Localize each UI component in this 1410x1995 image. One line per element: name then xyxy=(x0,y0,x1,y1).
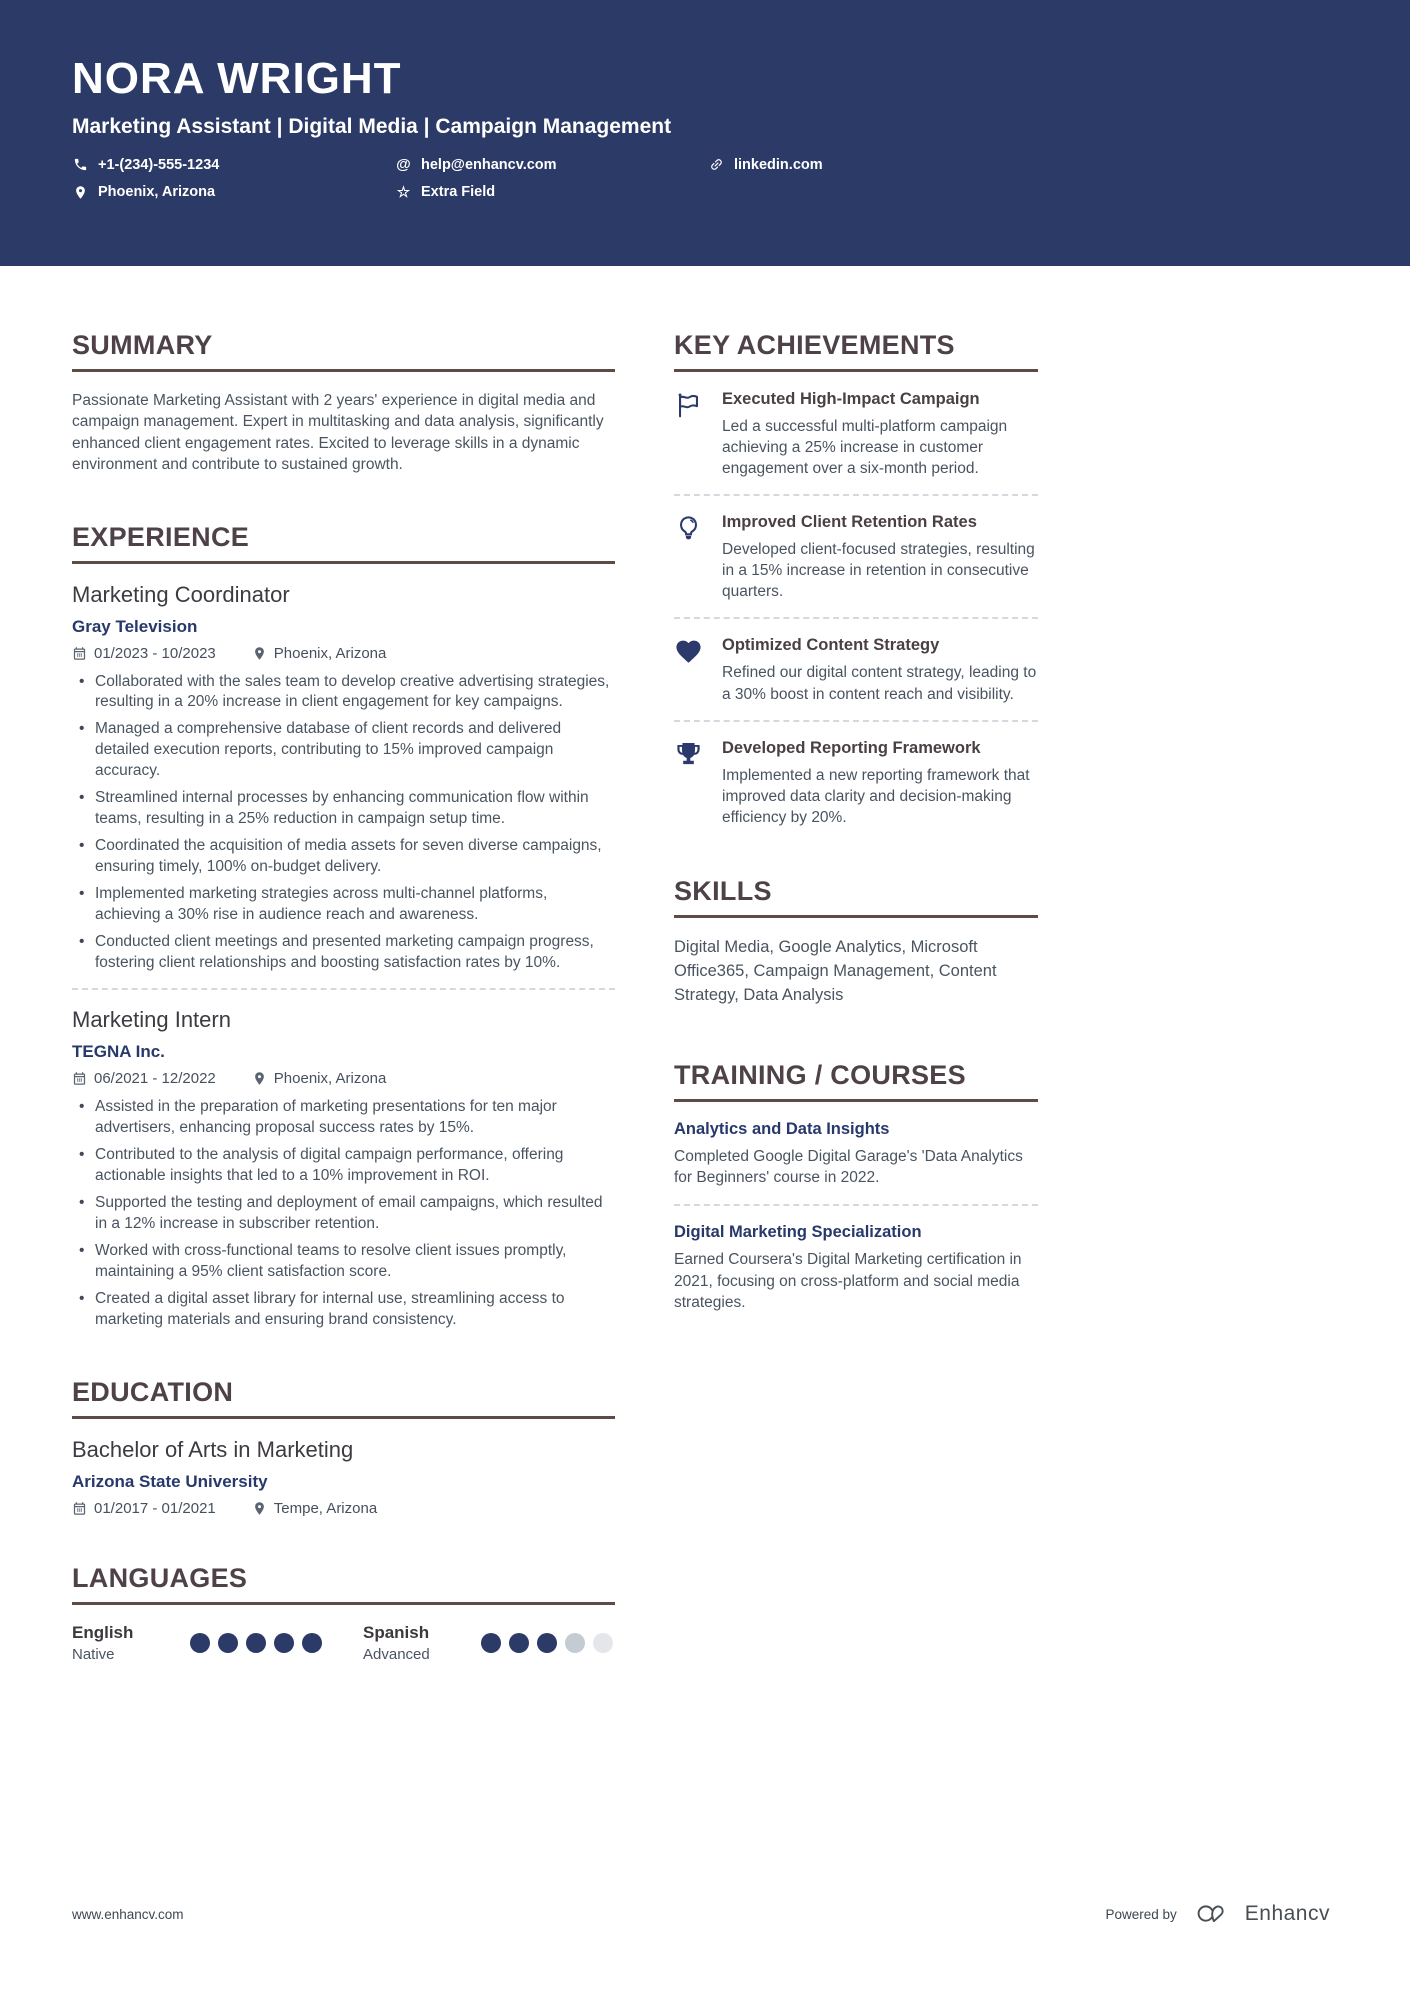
footer xyxy=(72,1901,1330,1927)
experience-section xyxy=(72,522,615,1331)
star-icon: ☆ xyxy=(396,184,411,202)
course-item xyxy=(674,1120,1038,1189)
contact-extra-field xyxy=(395,183,708,201)
summary-heading: SUMMARY xyxy=(72,330,615,372)
achievement-title: Improved Client Retention Rates xyxy=(722,513,977,532)
calendar-icon xyxy=(72,1071,87,1086)
training-heading: TRAINING / COURSES xyxy=(674,1060,1038,1102)
summary-text: Passionate Marketing Assistant with 2 years' experience in digital media and campaign management. Expert in multitasking and data analysis, significantly enhanced client engagement rates. Excited to leverage skills in a dynamic environment and contribute to sustained growth. xyxy=(72,392,604,474)
job-location-value: Phoenix, Arizona xyxy=(273,644,387,662)
contact-linkedin[interactable] xyxy=(708,156,1338,173)
achievements-section xyxy=(674,330,1038,828)
experience-heading: EXPERIENCE xyxy=(72,522,615,564)
bullet-item: • Implemented marketing strategies across multi-channel platforms, achieving a 30% rise in audience reach and awareness. xyxy=(95,884,615,926)
enhancv-logo-icon xyxy=(1190,1901,1232,1927)
course-item xyxy=(674,1223,1038,1314)
job-company: Gray Television xyxy=(72,616,198,636)
left-column xyxy=(72,330,615,1709)
achievement-body xyxy=(722,739,1038,828)
education-dates-value: 01/2017 - 01/2021 xyxy=(94,1499,216,1517)
language-dots xyxy=(481,1633,613,1653)
location-pin-icon xyxy=(252,646,267,661)
education-location xyxy=(252,1500,377,1517)
summary-section xyxy=(72,330,615,476)
achievement-item xyxy=(674,513,1038,602)
bullet-item: • Coordinated the acquisition of media assets for seven diverse campaigns, ensuring timely, 100% on-budget delivery. xyxy=(95,836,615,878)
language-dot xyxy=(246,1633,266,1653)
achievement-title: Executed High-Impact Campaign xyxy=(722,390,980,408)
language-dot xyxy=(593,1633,613,1653)
language-dot xyxy=(537,1633,557,1653)
education-location-value: Tempe, Arizona xyxy=(273,1499,378,1517)
footer-website-link[interactable]: www.enhancv.com xyxy=(72,1906,184,1922)
job-dates xyxy=(72,1070,216,1087)
contact-info xyxy=(72,156,1338,201)
phone-icon xyxy=(72,157,89,172)
location-pin-icon xyxy=(252,1071,267,1086)
school-name: Arizona State University xyxy=(72,1471,268,1491)
person-name: NORA WRIGHT xyxy=(72,54,402,103)
job-location xyxy=(252,645,387,662)
contact-email-value: help@enhancv.com xyxy=(421,156,557,173)
achievement-item xyxy=(674,390,1038,479)
education-meta xyxy=(72,1500,615,1517)
job-meta xyxy=(72,1070,615,1087)
header xyxy=(0,0,1410,266)
achievement-item xyxy=(674,636,1038,704)
language-level: Native xyxy=(72,1645,115,1663)
link-icon xyxy=(708,157,725,172)
language-labels xyxy=(363,1623,430,1663)
degree-title: Bachelor of Arts in Marketing xyxy=(72,1436,354,1462)
achievement-divider xyxy=(674,720,1038,722)
contact-phone-value: +1-(234)-555-1234 xyxy=(98,156,220,173)
right-column xyxy=(674,330,1038,1709)
job-title: Marketing Intern xyxy=(72,1007,231,1033)
bullet-item: • Streamlined internal processes by enhancing communication flow within teams, resulting in a 25% reduction in campaign setup time. xyxy=(95,788,615,830)
job-divider xyxy=(72,988,615,990)
experience-job xyxy=(72,1007,615,1330)
achievement-body xyxy=(722,513,1038,602)
bullet-item: • Worked with cross-functional teams to resolve client issues promptly, maintaining a 95% client satisfaction score. xyxy=(95,1241,615,1283)
achievement-text: Led a successful multi-platform campaign achieving a 25% increase in customer engagement over a six-month period. xyxy=(722,418,1008,478)
lightbulb-icon xyxy=(674,513,705,602)
language-dot xyxy=(481,1633,501,1653)
language-dot xyxy=(565,1633,585,1653)
location-pin-icon xyxy=(72,185,89,200)
job-meta xyxy=(72,645,615,662)
achievement-title: Developed Reporting Framework xyxy=(722,738,981,757)
education-dates xyxy=(72,1500,216,1517)
job-dates xyxy=(72,645,216,662)
calendar-icon xyxy=(72,646,87,661)
language-level: Advanced xyxy=(363,1645,430,1663)
contact-location-value: Phoenix, Arizona xyxy=(98,184,216,201)
skills-text: Digital Media, Google Analytics, Microsoft Office365, Campaign Management, Content Strategy, Data Analysis xyxy=(674,937,997,1004)
language-dot xyxy=(274,1633,294,1653)
achievement-divider xyxy=(674,494,1038,496)
contact-phone xyxy=(72,156,395,173)
at-icon: @ xyxy=(396,156,411,174)
achievement-text: Implemented a new reporting framework that improved data clarity and decision-making efficiency by 20%. xyxy=(722,766,1030,826)
skills-section xyxy=(674,876,1038,1008)
achievement-title: Optimized Content Strategy xyxy=(722,636,940,655)
language-item xyxy=(72,1623,322,1663)
contact-email[interactable] xyxy=(395,156,708,173)
person-headline: Marketing Assistant | Digital Media | Campaign Management xyxy=(72,115,672,139)
bullet-item: • Contributed to the analysis of digital campaign performance, offering actionable insights that led to a 10% improvement in ROI. xyxy=(95,1145,615,1187)
content xyxy=(0,266,1410,1709)
calendar-icon xyxy=(72,1501,87,1516)
achievement-body xyxy=(722,636,1038,704)
achievements-heading: KEY ACHIEVEMENTS xyxy=(674,330,1038,372)
course-title: Digital Marketing Specialization xyxy=(674,1223,922,1241)
course-divider xyxy=(674,1204,1038,1206)
training-section xyxy=(674,1060,1038,1314)
enhancv-brand-name: Enhancv xyxy=(1244,1902,1330,1925)
education-section xyxy=(72,1377,615,1517)
language-item xyxy=(363,1623,613,1663)
achievement-text: Refined our digital content strategy, leading to a 30% boost in content reach and visibility. xyxy=(722,664,1037,703)
job-title: Marketing Coordinator xyxy=(72,581,290,607)
job-bullets xyxy=(72,672,615,974)
achievement-item xyxy=(674,739,1038,828)
contact-linkedin-value: linkedin.com xyxy=(734,156,823,173)
job-dates-value: 01/2023 - 10/2023 xyxy=(94,644,216,662)
contact-location xyxy=(72,183,395,201)
language-name: English xyxy=(72,1622,134,1642)
language-labels xyxy=(72,1623,133,1663)
job-bullets xyxy=(72,1097,615,1330)
language-dots xyxy=(190,1633,322,1653)
education-heading: EDUCATION xyxy=(72,1377,615,1419)
course-title: Analytics and Data Insights xyxy=(674,1119,890,1138)
achievement-divider xyxy=(674,617,1038,619)
experience-job xyxy=(72,582,615,974)
language-dot xyxy=(509,1633,529,1653)
language-name: Spanish xyxy=(363,1622,430,1642)
achievement-body xyxy=(722,390,1038,479)
job-company: TEGNA Inc. xyxy=(72,1042,165,1062)
skills-heading: SKILLS xyxy=(674,876,1038,918)
bullet-item: • Assisted in the preparation of marketing presentations for ten major advertisers, enhancing proposal success rates by 15%. xyxy=(95,1097,615,1139)
languages-list xyxy=(72,1623,615,1663)
language-dot xyxy=(190,1633,210,1653)
powered-by-label: Powered by xyxy=(1105,1906,1177,1922)
bullet-item: • Conducted client meetings and presented marketing campaign progress, fostering client relationships and boosting satisfaction rates by 10%. xyxy=(95,932,615,974)
achievement-text: Developed client-focused strategies, resulting in a 15% increase in retention in consecutive quarters. xyxy=(722,541,1035,601)
bullet-item: • Supported the testing and deployment of email campaigns, which resulted in a 12% increase in subscriber retention. xyxy=(95,1193,615,1235)
languages-section xyxy=(72,1563,615,1663)
job-location xyxy=(252,1070,387,1087)
location-pin-icon xyxy=(252,1501,267,1516)
trophy-icon xyxy=(674,739,705,828)
language-dot xyxy=(218,1633,238,1653)
bullet-item: • Created a digital asset library for internal use, streamlining access to marketing materials and ensuring brand consistency. xyxy=(95,1289,615,1331)
course-text: Completed Google Digital Garage's 'Data Analytics for Beginners' course in 2022. xyxy=(674,1147,1023,1187)
powered-by[interactable] xyxy=(1105,1901,1330,1927)
languages-heading: LANGUAGES xyxy=(72,1563,615,1605)
heart-icon xyxy=(674,636,705,704)
contact-extra-value: Extra Field xyxy=(421,184,496,201)
bullet-item: • Collaborated with the sales team to develop creative advertising strategies, resulting in a 20% increase in client engagement for key campaigns. xyxy=(95,672,615,714)
flag-icon xyxy=(674,390,705,479)
job-dates-value: 06/2021 - 12/2022 xyxy=(94,1070,216,1088)
job-location-value: Phoenix, Arizona xyxy=(273,1070,387,1088)
language-dot xyxy=(302,1633,322,1653)
bullet-item: • Managed a comprehensive database of client records and delivered detailed execution reports, contributing to 15% improved campaign accuracy. xyxy=(95,719,615,782)
course-text: Earned Coursera's Digital Marketing certification in 2021, focusing on cross-platform and social media strategies. xyxy=(674,1251,1022,1312)
